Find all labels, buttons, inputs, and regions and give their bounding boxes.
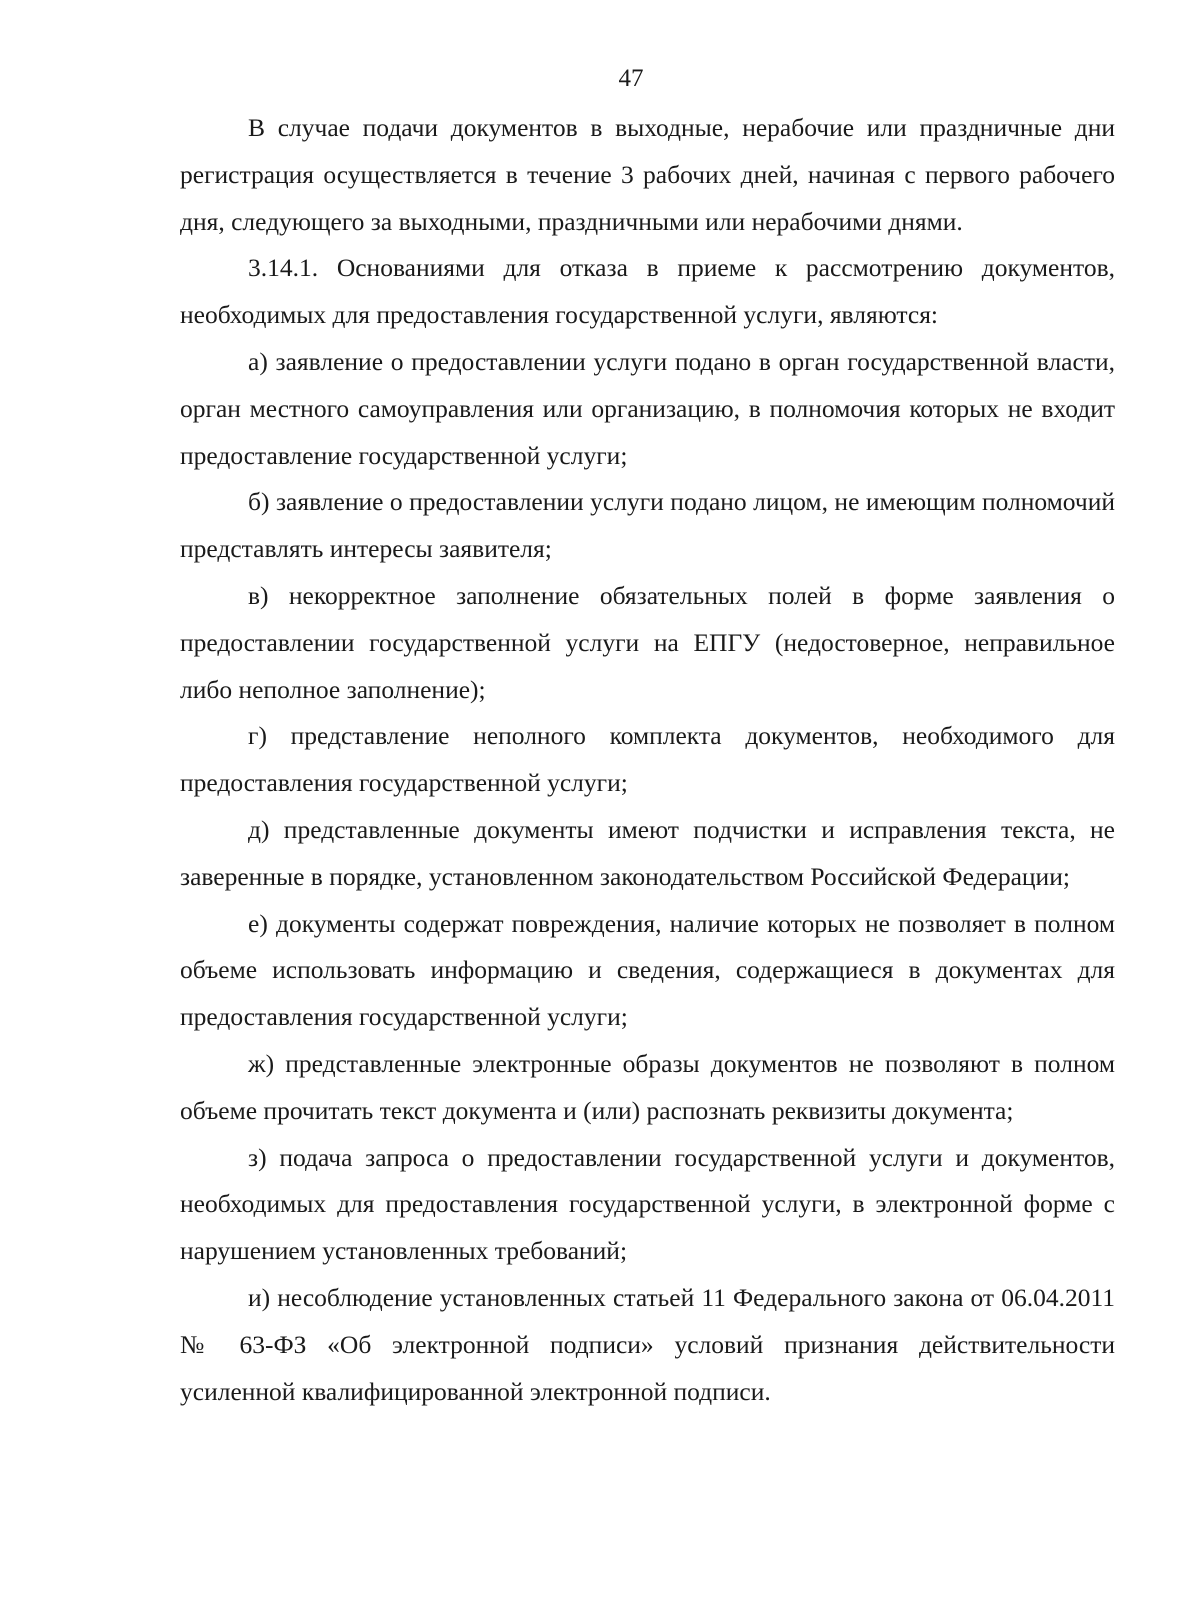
paragraph-item-g: г) представление неполного комплекта документов, необходимого для предоставления государственной услуги; (180, 721, 1115, 798)
paragraph-item-e: е) документы содержат повреждения, наличие которых не позволяет в полном объеме использовать информацию и сведения, содержащиеся в документах для предоставления государственной услуги; (180, 908, 1115, 1032)
paragraph-item-i: и) несоблюдение установленных статьей 11 Федерального закона от 06.04.2011 № 63-ФЗ «Об электронной подписи» условий признания действительности усиленной квалифицированной электронной подписи. (180, 1282, 1115, 1406)
document-body (180, 105, 1115, 1415)
page-number: 47 (618, 65, 644, 92)
paragraph-item-z: з) подача запроса о предоставлении государственной услуги и документов, необходимых для предоставления государственной услуги, в электронной форме с нарушением установленных требований; (180, 1142, 1115, 1266)
paragraph-item-a: а) заявление о предоставлении услуги подано в орган государственной власти, орган местного самоуправления или организацию, в полномочия которых не входит предоставление государственной услуги; (180, 346, 1115, 470)
paragraph-item-d: д) представленные документы имеют подчистки и исправления текста, не заверенные в порядке, установленном законодательством Российской Федерации; (180, 814, 1115, 891)
paragraph-weekend-registration: В случае подачи документов в выходные, нерабочие или праздничные дни регистрация осуществляется в течение 3 рабочих дней, начиная с первого рабочего дня, следующего за выходными, праздничными или нерабочими днями. (180, 113, 1115, 236)
paragraph-item-zh: ж) представленные электронные образы документов не позволяют в полном объеме прочитать текст документа и (или) распознать реквизиты документа; (180, 1048, 1115, 1125)
paragraph-item-b: б) заявление о предоставлении услуги подано лицом, не имеющим полномочий представлять интересы заявителя; (180, 487, 1115, 564)
paragraph-item-v: в) некорректное заполнение обязательных полей в форме заявления о предоставлении государственной услуги на ЕПГУ (недостоверное, неправильное либо неполное заполнение); (180, 580, 1115, 704)
paragraph-3-14-1-grounds: 3.14.1. Основаниями для отказа в приеме к рассмотрению документов, необходимых для предоставления государственной услуги, являются: (180, 253, 1115, 330)
